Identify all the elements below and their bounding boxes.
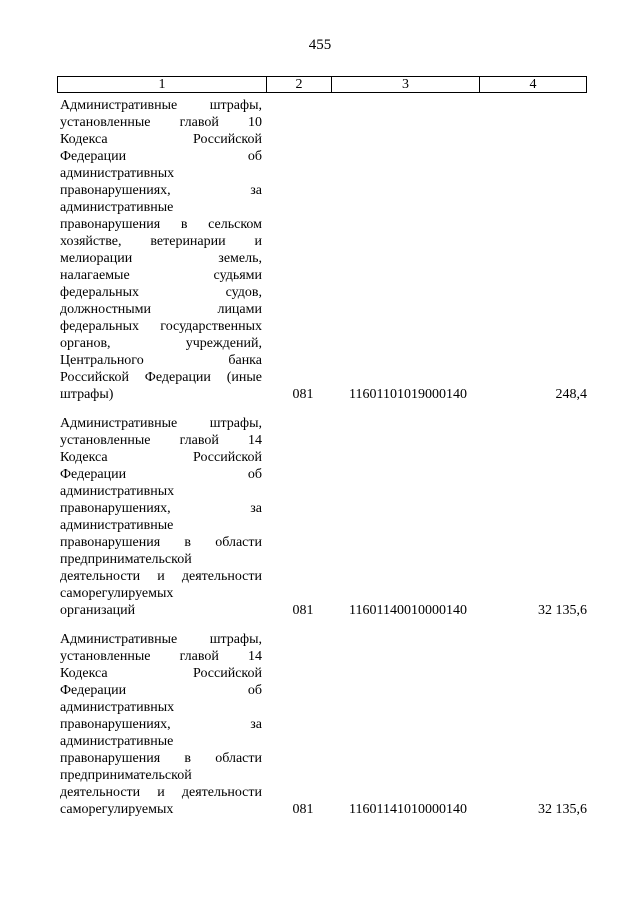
row-name-line: саморегулируемых [60, 586, 174, 601]
row-name-line: административных [60, 166, 175, 181]
row-name-line: федеральных государственных [60, 319, 262, 334]
row-name-line: деятельности и деятельности [60, 785, 262, 800]
row-kbk: 11601101019000140 [349, 387, 467, 402]
row-name-line: правонарушения в области [60, 751, 262, 766]
header-col-3: 3 [332, 77, 480, 92]
row-name-line: правонарушения в сельском [60, 217, 262, 232]
row-name-line: Центрального банка [60, 353, 262, 368]
row-kbk: 11601140010000140 [349, 603, 467, 618]
page-number: 455 [308, 37, 332, 53]
row-sum: 32 135,6 [538, 603, 587, 618]
row-name-line: деятельности и деятельности [60, 569, 262, 584]
row-code: 081 [292, 603, 314, 618]
row-name-line: правонарушения в области [60, 535, 262, 550]
row-name-line: мелиорации земель, [60, 251, 262, 266]
table-row [60, 631, 587, 818]
row-kbk: 11601141010000140 [349, 802, 467, 817]
row-name-line: организаций [60, 603, 136, 618]
row-name-line: предпринимательской [60, 552, 192, 567]
row-values [60, 801, 587, 818]
row-name-line: административные [60, 200, 174, 215]
row-name-line: установленные главой 10 [60, 115, 262, 130]
row-name-line: установленные главой 14 [60, 433, 262, 448]
row-name-line: Административные штрафы, [60, 632, 262, 647]
row-name-line: правонарушениях, за [60, 501, 262, 516]
row-name-line: штрафы) [60, 387, 114, 402]
row-name-line: правонарушениях, за [60, 717, 262, 732]
row-name-line: правонарушениях, за [60, 183, 262, 198]
row-name-line: административных [60, 484, 175, 499]
row-code: 081 [292, 802, 314, 817]
row-name [60, 97, 262, 403]
row-name-line: административные [60, 734, 174, 749]
row-code: 081 [292, 387, 314, 402]
row-name-line: Федерации об [60, 467, 262, 482]
row-name-line: административных [60, 700, 175, 715]
table-row [60, 415, 587, 619]
row-name-line: Федерации об [60, 683, 262, 698]
table-header [57, 76, 587, 93]
row-name-line: налагаемые судьями [60, 268, 262, 283]
row-name-line: Кодекса Российской [60, 132, 262, 147]
row-name [60, 631, 262, 818]
row-name-line: Федерации об [60, 149, 262, 164]
row-name-line: Административные штрафы, [60, 416, 262, 431]
table-row [60, 97, 587, 403]
row-name-line: Кодекса Российской [60, 666, 262, 681]
row-name-line: должностными лицами [60, 302, 262, 317]
row-name-line: Кодекса Российской [60, 450, 262, 465]
row-name-line: федеральных судов, [60, 285, 262, 300]
row-sum: 32 135,6 [538, 802, 587, 817]
row-name-line: установленные главой 14 [60, 649, 262, 664]
row-name [60, 415, 262, 619]
row-name-line: Российской Федерации (иные [60, 370, 262, 385]
row-sum: 248,4 [555, 387, 587, 402]
header-col-1: 1 [58, 77, 267, 92]
header-col-4: 4 [529, 77, 537, 92]
row-name-line: органов, учреждений, [60, 336, 262, 351]
header-col-2: 2 [267, 77, 332, 92]
row-values [60, 602, 587, 619]
row-name-line: хозяйстве, ветеринарии и [60, 234, 262, 249]
row-name-line: Административные штрафы, [60, 98, 262, 113]
table-body [60, 97, 587, 830]
row-name-line: саморегулируемых [60, 802, 174, 817]
row-name-line: административные [60, 518, 174, 533]
row-name-line: предпринимательской [60, 768, 192, 783]
row-values [60, 386, 587, 403]
